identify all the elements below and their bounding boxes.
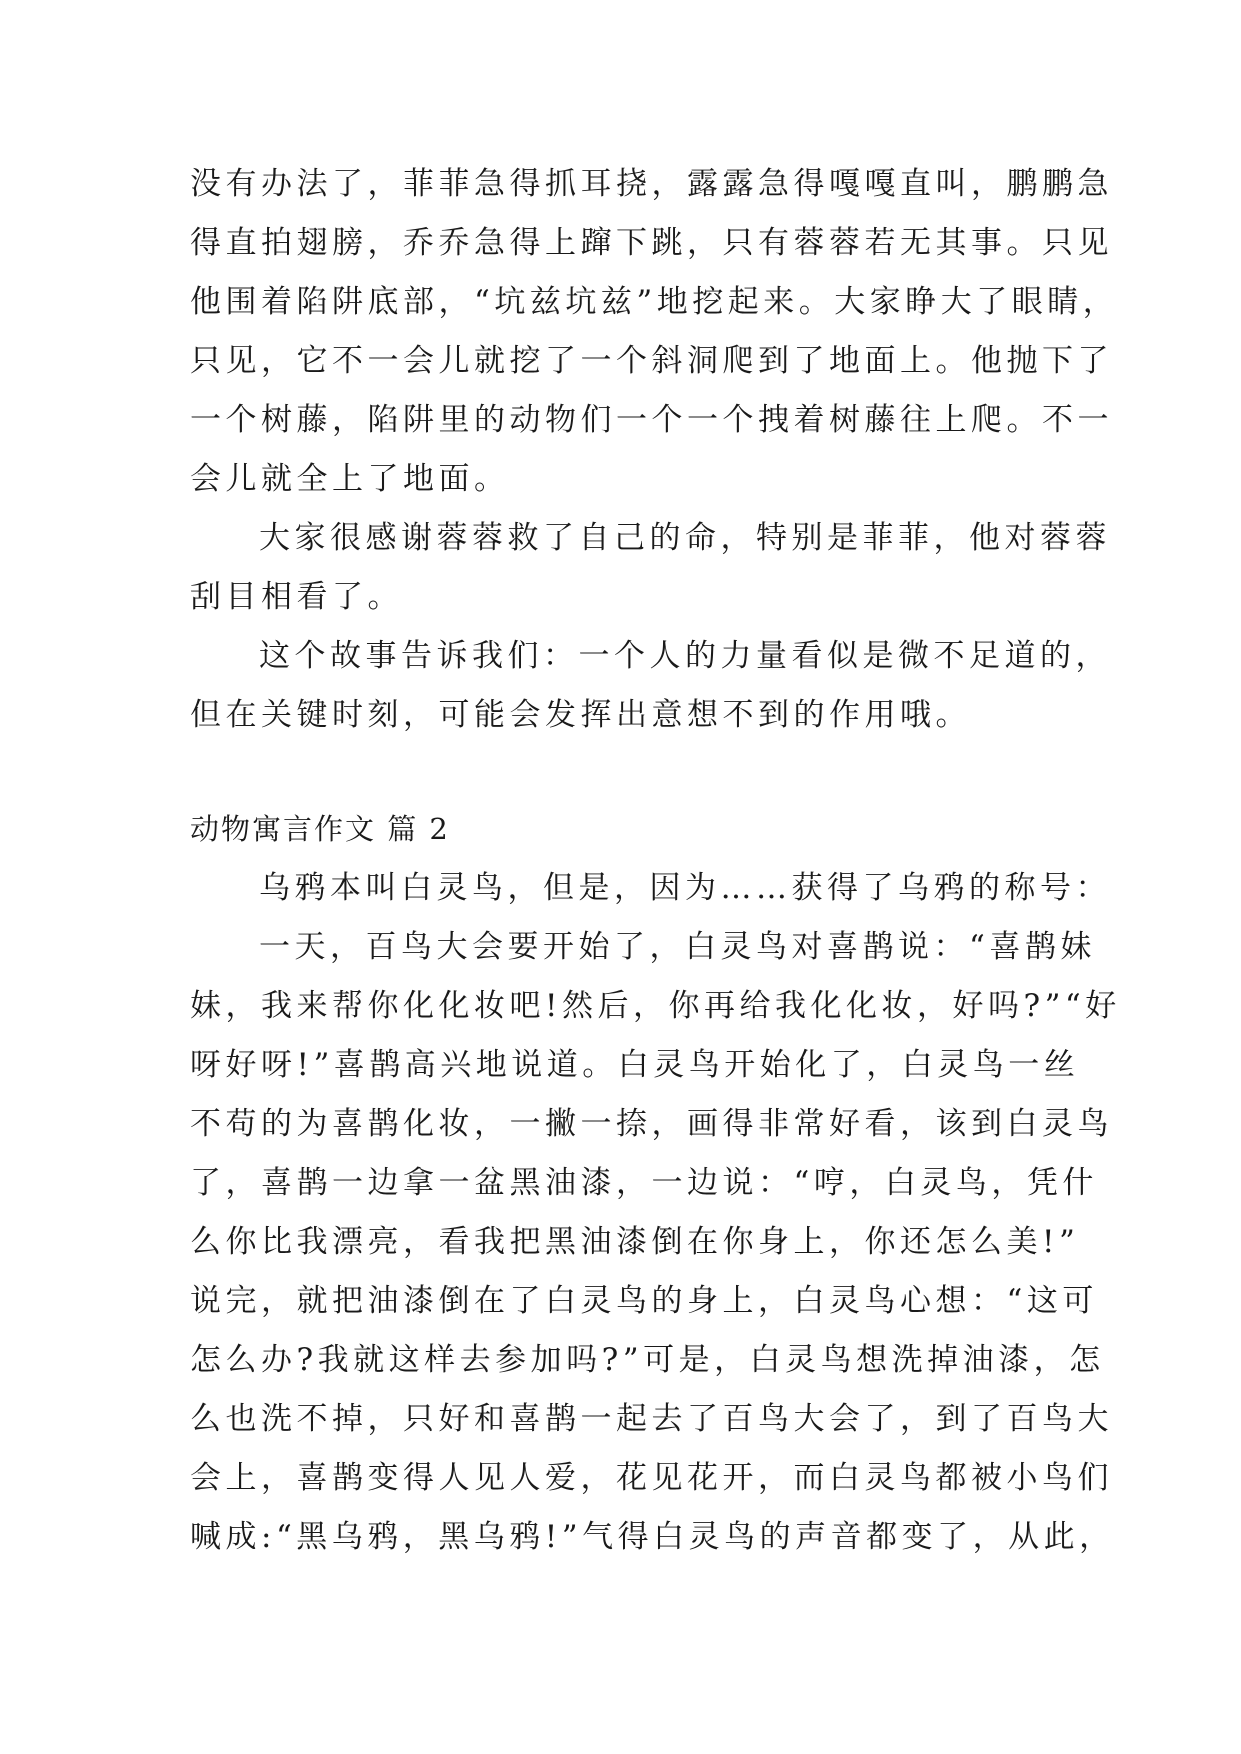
text-line: 会儿就全上了地面。 xyxy=(190,461,510,497)
text-line: 一天，百鸟大会要开始了，白灵鸟对喜鹊说：“喜鹊妹 xyxy=(259,929,1096,965)
story-ending-section xyxy=(190,155,1119,745)
text-line: 不苟的为喜鹊化妆，一撇一捺，画得非常好看，该到白灵鸟 xyxy=(190,1106,1113,1142)
text-line: 呀好呀!”喜鹊高兴地说道。白灵鸟开始化了，白灵鸟一丝 xyxy=(190,1047,1080,1083)
text-line: 么你比我漂亮，看我把黑油漆倒在你身上，你还怎么美!” xyxy=(190,1224,1080,1260)
text-line: 妹，我来帮你化化妆吧!然后，你再给我化化妆，好吗?”“好 xyxy=(190,988,1121,1024)
text-line: 会上，喜鹊变得人见人爱，花见花开，而白灵鸟都被小鸟们 xyxy=(190,1460,1113,1496)
text-line: 了，喜鹊一边拿一盆黑油漆，一边说：“哼，白灵鸟，凭什 xyxy=(190,1165,1098,1201)
text-line: 但在关键时刻，可能会发挥出意想不到的作用哦。 xyxy=(190,697,971,733)
text-line: 刮目相看了。 xyxy=(190,579,403,615)
text-line: 说完，就把油漆倒在了白灵鸟的身上，白灵鸟心想：“这可 xyxy=(190,1283,1098,1319)
text-line: 只见，它不一会儿就挖了一个斜洞爬到了地面上。他抛下了 xyxy=(190,343,1113,379)
story-2-section xyxy=(190,859,1121,1567)
text-line: 怎么办?我就这样去参加吗?”可是，白灵鸟想洗掉油漆，怎 xyxy=(190,1342,1105,1378)
text-line: 喊成:“黑乌鸦，黑乌鸦!”气得白灵鸟的声音都变了，从此， xyxy=(190,1519,1115,1555)
text-line: 么也洗不掉，只好和喜鹊一起去了百鸟大会了，到了百鸟大 xyxy=(190,1401,1113,1437)
section-heading: 动物寓言作文 篇 2 xyxy=(190,812,450,846)
text-line: 他围着陷阱底部，“坑兹坑兹”地挖起来。大家睁大了眼睛， xyxy=(190,284,1119,320)
text-line: 这个故事告诉我们：一个人的力量看似是微不足道的， xyxy=(259,638,1111,674)
text-line: 大家很感谢蓉蓉救了自己的命，特别是菲菲，他对蓉蓉 xyxy=(259,520,1111,556)
text-line: 一个树藤，陷阱里的动物们一个一个拽着树藤往上爬。不一 xyxy=(190,402,1113,438)
text-line: 得直拍翅膀，乔乔急得上蹿下跳，只有蓉蓉若无其事。只见 xyxy=(190,225,1113,261)
text-line: 没有办法了，菲菲急得抓耳挠，露露急得嘎嘎直叫，鹏鹏急 xyxy=(190,166,1113,202)
text-line: 乌鸦本叫白灵鸟，但是，因为……获得了乌鸦的称号： xyxy=(259,870,1111,906)
